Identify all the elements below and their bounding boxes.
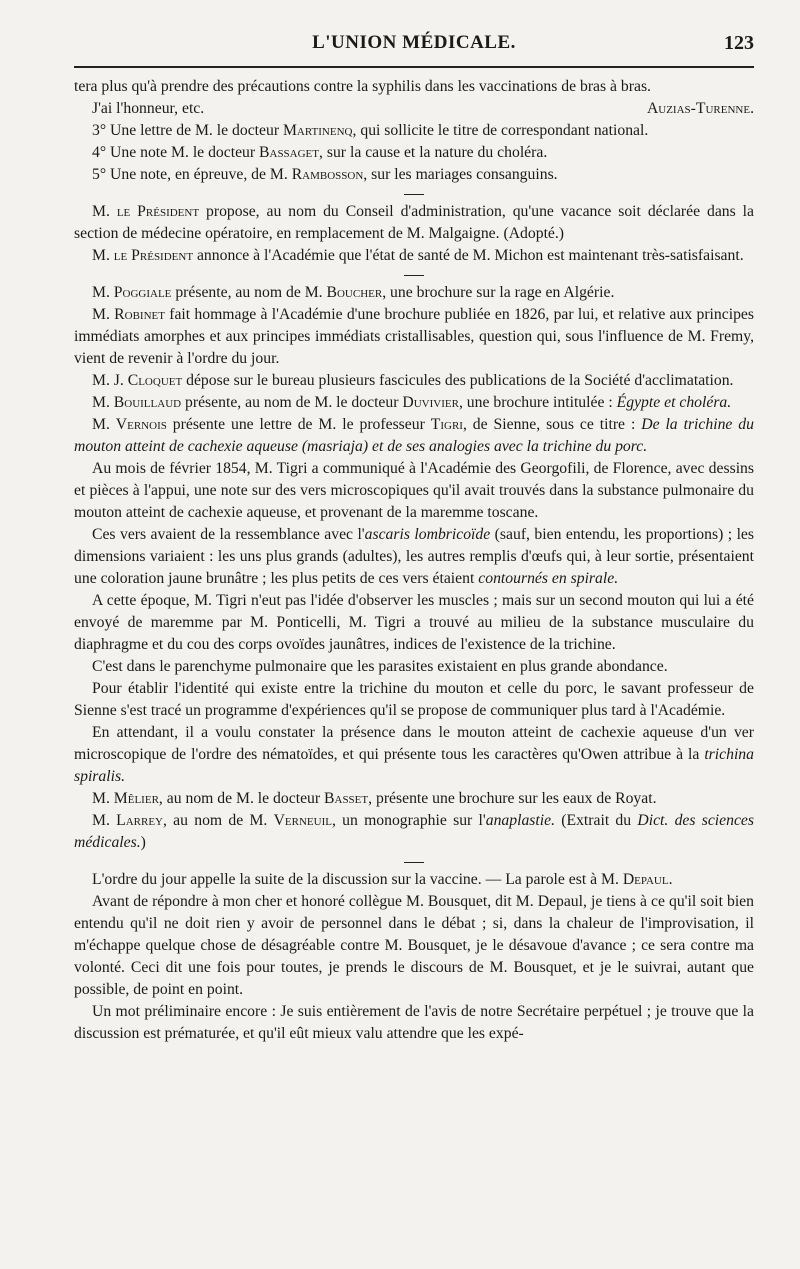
paragraph-4: 4° Une note M. le docteur Bassaget, sur la cause et la nature du choléra. [92, 144, 548, 161]
person-name: Rambosson [291, 166, 364, 183]
italic-term: contournés en spirale. [478, 570, 619, 587]
paragraph-15: A cette époque, M. Tigri n'eut pas l'idée d'observer les muscles ; mais sur un second mouton qui lui a été envoyé de maremme par M. Ponticelli, M. Tigri a trouvé au milieu de la substance musculaire du diaphragme et du cou des corps ovoïdes jaunâtres, indices de l'existence de la trichine. [74, 592, 754, 653]
person-name: Cloquet [127, 372, 183, 389]
paragraph-3: 3° Une lettre de M. le docteur Martinenq, qui sollicite le titre de correspondant national. [92, 122, 649, 139]
paragraph-1: tera plus qu'à prendre des précautions contre la syphilis dans les vaccinations de bras à bras. [74, 78, 651, 95]
paragraph-5: 5° Une note, en épreuve, de M. Rambosson, sur les mariages consanguins. [92, 166, 558, 183]
person-name: Boucher [326, 284, 383, 301]
person-name: Robinet [114, 306, 165, 323]
italic-term: ascaris lombricoïde [364, 526, 491, 543]
work-title: De la trichine du mouton atteint de cachexie aqueuse (masriaja) et de ses analogies avec la trichine du porc. [74, 416, 754, 455]
person-name: Tigri [430, 416, 463, 433]
person-name: Duvivier [402, 394, 459, 411]
paragraph-14: Ces vers avaient de la ressemblance avec l'ascaris lombricoïde (sauf, bien entendu, les proportions) ; les dimensions variaient : les uns plus grands (adultes), les autres remplis d'œufs qui, à leur sortie, présentaient une coloration jaune brunâtre ; les plus petits de ces vers étaient contournés en spirale. [74, 526, 755, 587]
work-title: Égypte et choléra. [616, 394, 732, 411]
paragraph-22: Avant de répondre à mon cher et honoré collègue M. Bousquet, dit M. Depaul, je tiens à ce qu'il soit bien entendu qu'il ne doit rien y avoir de personnel dans le débat ; si, dans la chaleur de l'improvisation, il m'échappe quelque chose de désagréable contre M. Bousquet, je le désavoue d'avance ; ce sera contre ma volonté. Ceci dit une fois pour toutes, je prends le discours de M. Bousquet, et je le suivrai, autant que possible, de point en point. [74, 893, 754, 998]
person-name: le Président [116, 203, 200, 220]
paragraph-6: M. le Président propose, au nom du Conseil d'administration, qu'une vacance soit déclarée dans la section de médecine opératoire, en remplacement de M. Malgaigne. (Adopté.) [74, 203, 755, 242]
paragraph-16: C'est dans le parenchyme pulmonaire que les parasites existaient en plus grande abondance. [92, 658, 668, 675]
paragraph-10: M. J. Cloquet dépose sur le bureau plusieurs fascicules des publications de la Société d'acclimatation. [92, 372, 734, 389]
paragraph-17: Pour établir l'identité qui existe entre la trichine du mouton et celle du porc, le savant professeur de Sienne s'est tracé un programme d'expériences qu'il se propose de communiquer plus tard à l'Académie. [74, 680, 754, 719]
paragraph-12: M. Vernois présente une lettre de M. le professeur Tigri, de Sienne, sous ce titre : De la trichine du mouton atteint de cachexie aqueuse (masriaja) et de ses analogies avec la trichine du porc. [74, 416, 754, 455]
person-name: Verneuil [273, 812, 332, 829]
paragraph-8: M. Poggiale présente, au nom de M. Boucher, une brochure sur la rage en Algérie. [92, 284, 615, 301]
paragraph-21: L'ordre du jour appelle la suite de la discussion sur la vaccine. — La parole est à M. Depaul. [92, 871, 673, 888]
section-separator [404, 862, 424, 863]
person-name: Vernois [115, 416, 167, 433]
paragraph-19: M. Mêlier, au nom de M. le docteur Basset, présente une brochure sur les eaux de Royat. [92, 790, 657, 807]
paragraph-7: M. le Président annonce à l'Académie que l'état de santé de M. Michon est maintenant très-satisfaisant. [92, 247, 744, 264]
article-body [74, 76, 754, 1045]
person-name: Bouillaud [113, 394, 182, 411]
paragraph-13: Au mois de février 1854, M. Tigri a communiqué à l'Académie des Georgofili, de Florence, avec dessins et pièces à l'appui, une note sur des vers microscopiques qu'il avait trouvés dans la substance pulmonaire du mouton atteint de cachexie aqueuse, et provenant de la maremme toscane. [74, 460, 754, 521]
person-name: Poggiale [113, 284, 172, 301]
person-name: le Président [113, 247, 194, 264]
paragraph-18: En attendant, il a voulu constater la présence dans le mouton atteint de cachexie aqueuse d'un ver microscopique de l'ordre des nématoïdes, et qui présente tous les caractères qu'Owen attribue à la trichina spiralis. [74, 724, 754, 785]
person-name: Depaul. [622, 871, 673, 888]
signature-author: Auzias-Turenne. [646, 100, 754, 117]
paragraph-11: M. Bouillaud présente, au nom de M. le docteur Duvivier, une brochure intitulée : Égypte et choléra. [92, 394, 732, 411]
italic-term: anaplastie. [485, 812, 556, 829]
letter-signature [74, 98, 754, 120]
header-rule [74, 66, 754, 68]
signature-text: J'ai l'honneur, etc. [92, 100, 205, 117]
paragraph-9: M. Robinet fait hommage à l'Académie d'une brochure publiée en 1826, par lui, et relative aux principes immédiats amorphes et aux principes immédiats cristallisables, question qui, sous l'influence de M. Fremy, vient de revenir à l'ordre du jour. [74, 306, 754, 367]
person-name: Basset [324, 790, 369, 807]
section-separator [404, 194, 424, 195]
person-name: Larrey [116, 812, 163, 829]
person-name: Bassaget [259, 144, 320, 161]
paragraph-20: M. Larrey, au nom de M. Verneuil, un monographie sur l'anaplastie. (Extrait du Dict. des sciences médicales.) [74, 812, 755, 851]
person-name: Martinenq [282, 122, 353, 139]
page-header [74, 28, 754, 62]
person-name: Mêlier [113, 790, 159, 807]
page-number: 123 [724, 32, 754, 54]
running-title: L'UNION MÉDICALE. [312, 32, 516, 53]
section-separator [404, 275, 424, 276]
work-title: Dict. des sciences médicales. [74, 812, 755, 851]
italic-term: trichina spiralis. [74, 746, 754, 785]
paragraph-23: Un mot préliminaire encore : Je suis entièrement de l'avis de notre Secrétaire perpétuel ; je trouve que la discussion est prématurée, et qu'il eût mieux valu attendre que les expé- [74, 1003, 754, 1042]
